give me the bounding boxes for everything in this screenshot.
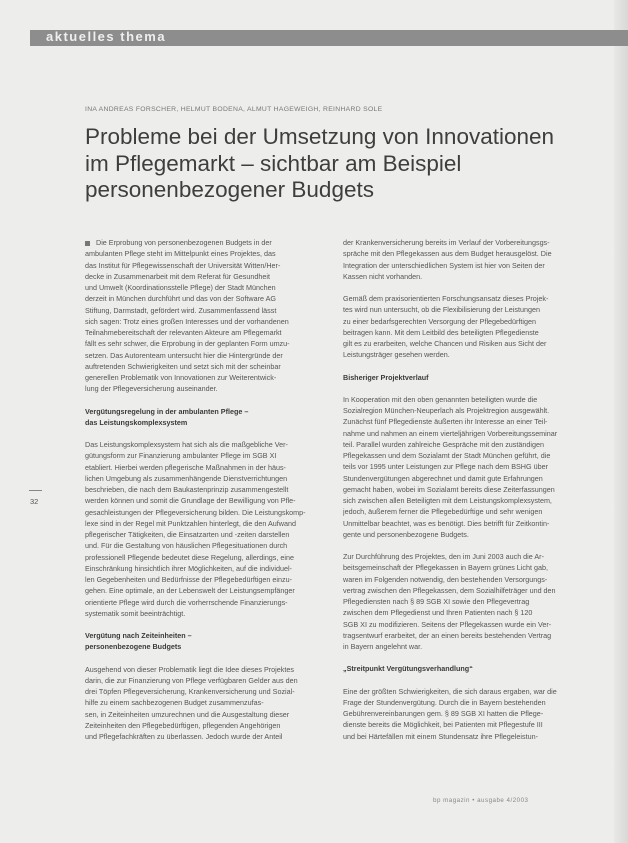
text-line: Stundenvergütungen abgerechnet und damit gute Erfahrungen: [343, 473, 543, 483]
title-line: im Pflegemarkt – sichtbar am Beispiel: [85, 150, 462, 176]
bullet-square-icon: [85, 241, 90, 246]
text-line: teils vor 1995 unter Leistungen zur Pflege nach dem BSHG über: [343, 462, 548, 472]
text-line: und Pflegefachkräften zu überlassen. Jedoch wurde der Anteil: [85, 732, 283, 741]
text-line: personenbezogene Budgets: [85, 642, 182, 652]
footer-magazine-issue: bp magazin • ausgabe 4/2003: [433, 797, 529, 804]
title-line: Probleme bei der Umsetzung von Innovationen: [85, 124, 555, 149]
text-line: teil. Parallel wurden zahlreiche Gespräche mit den zuständigen: [343, 439, 544, 449]
text-line: Vergütungsregelung in der ambulanten Pflege –: [85, 406, 249, 416]
text-line: tes wird nun untersucht, ob die Flexibilisierung der Leistungen: [343, 305, 540, 315]
text-line: zwischen dem Pflegedienst und Ihren Patienten nach § 120: [343, 608, 533, 618]
text-line: nahme und nahmen an einem vierteljährigen Vorbereitungsseminar: [343, 428, 558, 438]
text-line: Zur Durchführung des Projektes, den im Juni 2003 auch die Ar-: [343, 552, 544, 561]
subheading-leistungskomplex: [85, 406, 321, 429]
text-line: gütungsform zur Finanzierung ambulanter Pflege im SGB XI: [85, 451, 277, 461]
paragraph-durchfuehrung: [343, 551, 583, 652]
text-line: und. Für die Gestaltung von häuslichen Pflegesituationen durch: [85, 541, 288, 551]
page-number-rule: [29, 490, 42, 491]
text-line: Unmittelbar beachtet, was es benötigt. Dies betrifft für Zeitkontin-: [343, 518, 550, 528]
paragraph-leistungskomplex: [85, 439, 321, 619]
text-line: Vergütung nach Zeiteinheiten –: [85, 631, 192, 640]
section-header-bar: [30, 30, 628, 46]
text-line: gehen. Eine optimale, an der Lebenswelt der Leistungsempfänger: [85, 586, 295, 596]
text-line: gente und personenbezogene Budgets.: [343, 529, 469, 539]
title-line: personenbezogener Budgets: [85, 177, 374, 202]
text-line: Ausgehend von dieser Problematik liegt die Idee dieses Projektes: [85, 664, 294, 674]
text-line: Kassen nicht vorhanden.: [343, 271, 423, 281]
text-line: drei Töpfen Pflegeversicherung, Krankenversicherung und Sozial-: [85, 687, 295, 696]
text-line: hilfe zu einem sachbezogenen Budget zusammenzufas-: [85, 698, 264, 708]
text-line: vertrag zwischen den Pflegekassen, dem Sozialhilfeträger und den: [343, 585, 556, 595]
text-line: sich sagen: Trotz eines großen Interesses und der vorhandenen: [85, 316, 289, 326]
text-line: Zeiteinheiten den Pflegebedürftigen, pflegenden Angehörigen: [85, 720, 281, 730]
text-line: orientierte Pflege wird durch die vorherrschende Finanzierungs-: [85, 597, 288, 607]
text-line: Frage der Stundenvergütung. Durch die in Bayern bestehenden: [343, 697, 546, 707]
text-line: beitragen kann. Mit dem Leitbild des beteiligten Pflegedienste: [343, 327, 539, 337]
text-line: SGB XI zu modifizieren. Seitens der Pflegekassen wurde ein Ver-: [343, 619, 552, 629]
text-line: Das Leistungskomplexsystem hat sich als die maßgebliche Ver-: [85, 440, 288, 449]
text-line: das Institut für Pflegewissenschaft der Universität Witten/Her-: [85, 260, 281, 270]
text-line: Pflegekassen und dem Sozialamt der Stadt München geführt, die: [343, 451, 551, 460]
text-line: len Gegebenheiten und Bedürfnisse der Pflegebedürftigen einzu-: [85, 575, 292, 584]
text-line: Eine der größten Schwierigkeiten, die sich daraus ergaben, war die: [343, 686, 557, 696]
text-line: werden können und somit die Grundlage der Bewilligung von Pfle-: [85, 496, 296, 506]
text-line: gesachleistungen der Pflegeversicherung bilden. Die Leistungskomp-: [85, 507, 306, 517]
text-line: etabliert. Hierbei werden pflegerische Maßnahmen in der häus-: [85, 462, 286, 472]
left-column: [85, 237, 321, 742]
text-line: Sozialregion München-Neuperlach als Projektregion ausgewählt.: [343, 406, 550, 415]
text-line: der Krankenversicherung bereits im Verlauf der Vorbereitungsgs-: [343, 238, 550, 247]
text-line: derzeit in München durchführt und das von der Software AG: [85, 294, 276, 304]
text-line: Integration der unterschiedlichen System ist hier von Seiten der: [343, 260, 545, 270]
text-line: gemacht haben, wobei im Sozialamt bereits diese Zeiterfassungen: [343, 484, 555, 494]
text-line: Gemäß dem praxisorientierten Forschungsansatz dieses Projek-: [343, 294, 549, 303]
text-line: das Leistungskomplexsystem: [85, 417, 188, 427]
text-line: Einschränkung hinsichtlich ihrer Möglichkeiten, auf die individuel-: [85, 563, 292, 573]
paragraph-stundenverguetung: [343, 686, 583, 742]
author-line: INA ANDREAS FORSCHER, HELMUT BODENA, ALMUT HAGEWEIGH, REINHARD SOLE: [85, 106, 383, 113]
article-title: [85, 124, 585, 204]
text-line: dienste bereits die Möglichkeit, bei Patienten mit Pflegestufe III: [343, 720, 543, 730]
text-line: gilt es zu erarbeiten, welche Chancen und Risiken aus Sicht der: [343, 339, 547, 348]
text-line: beitsgemeinschaft der Pflegekassen in Bayern grünes Licht gab,: [343, 563, 548, 573]
text-line: jedoch, äußerem ferner die Pflegebedürftige und sehr wenigen: [343, 507, 543, 517]
text-line: lichen Umgebung als zusammenhängende Dienstverrichtungen: [85, 473, 288, 483]
text-line: lung der Pflegeversicherung auseinander.: [85, 384, 218, 394]
section-header-label: aktuelles thema: [46, 29, 167, 44]
subheading-zeiteinheiten: [85, 630, 321, 653]
text-line: setzen. Das Autorenteam untersucht hier die Hintergründe der: [85, 350, 283, 360]
text-line: spräche mit den Pflegekassen aus dem Budget herausgelöst. Die: [343, 249, 552, 259]
intro-paragraph: [85, 237, 321, 395]
text-line: Pflegediensten nach § 89 SGB XI sowie den Pflegevertrag: [343, 597, 530, 606]
text-line: fällt es sehr schwer, die Erprobung in der geplanten Form umzu-: [85, 339, 290, 349]
text-line: pflegerischer Tätigkeiten, die Einsatzarten und -zeiten darstellen: [85, 530, 290, 539]
text-line: tragsentwurf erarbeitet, der an einen bereits bestehenden Vertrag: [343, 630, 552, 640]
text-line: zu einer bedarfsgerechten Versorgung der Pflegebedürftigen: [343, 316, 536, 326]
text-line: darin, die zur Finanzierung von Pflege verfügbaren Gelder aus den: [85, 675, 298, 685]
text-line: auftretenden Schwierigkeiten und setzt sich mit der scheinbar: [85, 361, 281, 371]
text-line: und bei Härtefällen mit einem Stundensatz ihre Pflegeleistun-: [343, 731, 538, 741]
paragraph-forschungsansatz: [343, 293, 583, 361]
text-line: In Kooperation mit den oben genannten beteiligten wurde die: [343, 394, 538, 404]
text-line: sich zwischen allen Beteiligten mit dem Leistungskomplexsystem,: [343, 496, 552, 505]
text-line: waren im Folgenden notwendig, den bestehenden Versorgungs-: [343, 574, 548, 584]
text-line: beschrieben, die nach dem Baukastenprinzip zusammengestellt: [85, 485, 289, 494]
text-line: Zunächst fünf Pflegedienste äußerten ihr Interesse an einer Teil-: [343, 417, 548, 427]
text-line: lexe sind in der Regel mit Punktzahlen hinterlegt, die den Aufwand: [85, 518, 296, 528]
text-line: decke in Zusammenarbeit mit dem Referat für Gesundheit: [85, 271, 270, 281]
paragraph-projektverlauf: [343, 394, 583, 540]
text-line: systematik somit beeinträchtigt.: [85, 608, 186, 618]
text-line: Stiftung, Darmstadt, gefördert wird. Zusammenfassend lässt: [85, 305, 277, 315]
text-line: ambulanten Pflege steht im Mittelpunkt eines Projektes, das: [85, 249, 276, 259]
text-line: und Umwelt (Koordinationsstelle Pflege) der Stadt München: [85, 283, 276, 292]
text-line: Teilnahmebereitschaft der relevanten Akteure am Pflegemarkt: [85, 328, 282, 337]
text-line: generellen Problematik von Innovationen zur Weiterentwick-: [85, 373, 277, 382]
text-line: in Bayern angelehnt war.: [343, 642, 423, 651]
text-line: professionell Pflegende bedeutet diese Regelung, allerdings, eine: [85, 552, 294, 562]
text-line: sen, in Zeiteinheiten umzurechnen und die Ausgestaltung dieser: [85, 709, 290, 719]
paragraph-budgets: [85, 664, 321, 743]
subheading-projektverlauf: Bisheriger Projektverlauf: [343, 372, 429, 382]
text-line: Die Erprobung von personenbezogenen Budgets in der: [85, 237, 321, 248]
right-column: [343, 237, 583, 742]
subheading-streitpunkt: „Streitpunkt Vergütungsverhandlung“: [343, 664, 473, 674]
page-number: 32: [30, 497, 39, 506]
text-line: Leistungsträger gesehen werden.: [343, 350, 450, 360]
scan-shadow-edge: [614, 0, 628, 843]
paragraph-krankenversicherung: [343, 237, 583, 282]
text-line: Gebührenvereinbarungen gem. § 89 SGB XI hatten die Pflege-: [343, 709, 544, 718]
